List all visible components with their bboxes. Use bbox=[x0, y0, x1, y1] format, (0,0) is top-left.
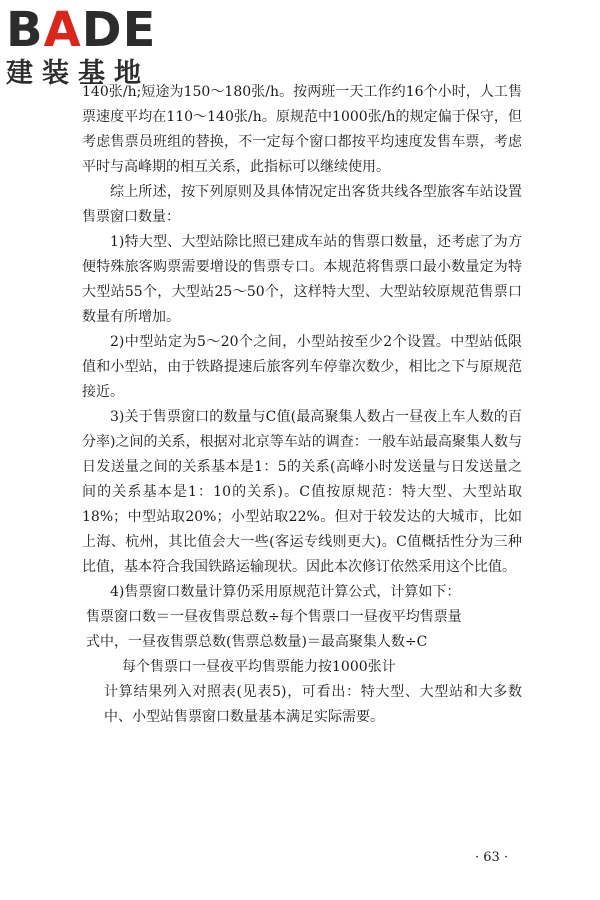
document-body bbox=[82, 80, 522, 730]
paragraph: 综上所述，按下列原则及具体情况定出客货共线各型旅客车站设置售票窗口数量： bbox=[82, 184, 522, 225]
logo-wordmark: BADE bbox=[6, 2, 157, 58]
formula-line: 售票窗口数＝一昼夜售票总数÷每个售票口一昼夜平均售票量 bbox=[86, 609, 462, 625]
logo-subtitle: 建装基地 bbox=[6, 58, 150, 89]
logo-accent-letter: A bbox=[43, 2, 82, 58]
paragraph: 140张/h;短途为150～180张/h。按两班一天工作约16个小时，人工售票速度平均在110～140张/h。原规范中1000张/h的规定偏于保守，但考虑售票员班组的替换，不一定每个窗口都按平均速度发售车票，考虑平时与高峰期的相互关系，此指标可以继续使用。 bbox=[82, 84, 522, 175]
list-item: 3)关于售票窗口的数量与C值(最高聚集人数占一昼夜上车人数的百分率)之间的关系，根据对北京等车站的调查：一般车站最高聚集人数与日发送量之间的关系基本是1：5的关系(高峰小时发送量与日发送量之间的关系基本是1：10的关系)。C值按原规范：特大型、大型站取18%；中型站取20%；小型站取22%。但对于较发达的大城市，比如上海、杭州，其比值会大一些(客运专线则更大)。C值概括性分为三种比值，基本符合我国铁路运输现状。因此本次修订依然采用这个比值。 bbox=[82, 409, 522, 575]
list-item: 1)特大型、大型站除比照已建成车站的售票口数量，还考虑了为方便特殊旅客购票需要增设的售票专口。本规范将售票口最小数量定为特大型站55个，大型站25～50个，这样特大型、大型站较原规范售票口数量有所增加。 bbox=[82, 234, 522, 325]
page-number: · 63 · bbox=[475, 850, 509, 865]
list-item: 4)售票窗口数量计算仍采用原规范计算公式，计算如下： bbox=[110, 584, 461, 600]
formula-line: 每个售票口一昼夜平均售票能力按1000张计 bbox=[122, 659, 396, 675]
paragraph: 计算结果列入对照表(见表5)，可看出：特大型、大型站和大多数中、小型站售票窗口数量基本满足实际需要。 bbox=[104, 684, 522, 725]
list-item: 2)中型站定为5～20个之间，小型站按至少2个设置。中型站低限值和小型站，由于铁路提速后旅客列车停靠次数少，相比之下与原规范接近。 bbox=[82, 334, 522, 400]
formula-line: 式中，一昼夜售票总数(售票总数量)＝最高聚集人数÷C bbox=[86, 634, 428, 650]
